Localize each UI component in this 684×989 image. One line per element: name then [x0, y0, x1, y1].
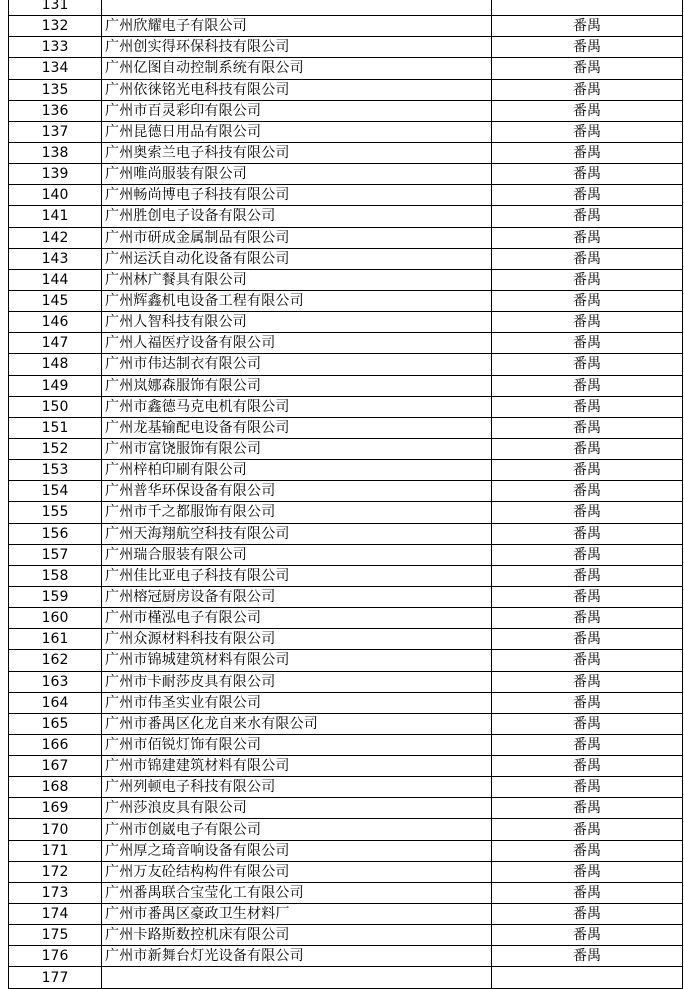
- company-name-cell[interactable]: 广州创实得环保科技有限公司: [102, 37, 492, 58]
- table-row: [9, 798, 683, 819]
- table-row: [9, 185, 683, 206]
- company-name-cell[interactable]: 广州佳比亚电子科技有限公司: [102, 565, 492, 586]
- row-number-cell[interactable]: 153: [9, 460, 102, 481]
- table-row: [9, 608, 683, 629]
- row-number-cell[interactable]: 139: [9, 164, 102, 185]
- row-number-cell[interactable]: 156: [9, 523, 102, 544]
- row-number-cell[interactable]: 135: [9, 79, 102, 100]
- row-number-cell[interactable]: 169: [9, 798, 102, 819]
- row-number-cell[interactable]: 137: [9, 121, 102, 142]
- row-number-cell[interactable]: 160: [9, 608, 102, 629]
- district-cell[interactable]: 番禺: [492, 713, 683, 734]
- company-name-cell[interactable]: 广州岚娜森服饰有限公司: [102, 375, 492, 396]
- row-number-cell[interactable]: 167: [9, 756, 102, 777]
- table-row: [9, 713, 683, 734]
- table-row: [9, 417, 683, 438]
- company-name-cell[interactable]: 广州市鑫德马克电机有限公司: [102, 396, 492, 417]
- district-cell[interactable]: 番禺: [492, 798, 683, 819]
- company-name-cell[interactable]: 广州市卡耐莎皮具有限公司: [102, 671, 492, 692]
- company-name-cell[interactable]: 广州人福医疗设备有限公司: [102, 333, 492, 354]
- row-number-cell[interactable]: 146: [9, 312, 102, 333]
- row-number-cell[interactable]: 162: [9, 650, 102, 671]
- district-cell[interactable]: 番禺: [492, 354, 683, 375]
- district-cell[interactable]: 番禺: [492, 819, 683, 840]
- row-number-cell[interactable]: 138: [9, 142, 102, 163]
- company-list-table: [8, 0, 683, 989]
- district-cell[interactable]: 番禺: [492, 586, 683, 607]
- district-cell[interactable]: 番禺: [492, 312, 683, 333]
- table-row: [9, 460, 683, 481]
- table-row: [9, 290, 683, 311]
- district-cell[interactable]: 番禺: [492, 565, 683, 586]
- company-name-cell[interactable]: 广州市千之都服饰有限公司: [102, 502, 492, 523]
- company-name-cell[interactable]: [102, 0, 492, 16]
- row-number-cell[interactable]: 149: [9, 375, 102, 396]
- district-cell[interactable]: 番禺: [492, 861, 683, 882]
- table-row: [9, 671, 683, 692]
- table-row: [9, 882, 683, 903]
- district-cell[interactable]: 番禺: [492, 164, 683, 185]
- table-row: [9, 100, 683, 121]
- district-cell[interactable]: 番禺: [492, 629, 683, 650]
- district-cell[interactable]: 番禺: [492, 608, 683, 629]
- company-name-cell[interactable]: 广州林广餐具有限公司: [102, 269, 492, 290]
- company-name-cell[interactable]: 广州天海翔航空科技有限公司: [102, 523, 492, 544]
- company-name-cell[interactable]: 广州唯尚服装有限公司: [102, 164, 492, 185]
- company-name-cell[interactable]: 广州市番禺区化龙自来水有限公司: [102, 713, 492, 734]
- table-row: [9, 523, 683, 544]
- district-cell[interactable]: 番禺: [492, 37, 683, 58]
- table-row: [9, 925, 683, 946]
- row-number-cell[interactable]: 131: [9, 0, 102, 16]
- table-row: [9, 967, 683, 988]
- row-number-cell[interactable]: 172: [9, 861, 102, 882]
- district-cell[interactable]: 番禺: [492, 206, 683, 227]
- district-cell[interactable]: 番禺: [492, 248, 683, 269]
- table-row: [9, 37, 683, 58]
- table-row: [9, 375, 683, 396]
- district-cell[interactable]: 番禺: [492, 756, 683, 777]
- district-cell[interactable]: 番禺: [492, 79, 683, 100]
- company-name-cell[interactable]: 广州市槿泓电子有限公司: [102, 608, 492, 629]
- table-row: [9, 312, 683, 333]
- table-body: [9, 0, 683, 988]
- row-number-cell[interactable]: 154: [9, 481, 102, 502]
- row-number-cell[interactable]: 155: [9, 502, 102, 523]
- company-name-cell[interactable]: 广州市新舞台灯光设备有限公司: [102, 946, 492, 967]
- table-row: [9, 565, 683, 586]
- district-cell[interactable]: 番禺: [492, 460, 683, 481]
- table-row: [9, 79, 683, 100]
- company-name-cell[interactable]: [102, 967, 492, 988]
- table-row: [9, 206, 683, 227]
- company-name-cell[interactable]: 广州众源材料科技有限公司: [102, 629, 492, 650]
- table-row: [9, 164, 683, 185]
- company-name-cell[interactable]: 广州市锦城建筑材料有限公司: [102, 650, 492, 671]
- district-cell[interactable]: 番禺: [492, 925, 683, 946]
- company-name-cell[interactable]: 广州梓柏印刷有限公司: [102, 460, 492, 481]
- district-cell[interactable]: 番禺: [492, 650, 683, 671]
- row-number-cell[interactable]: 148: [9, 354, 102, 375]
- district-cell[interactable]: 番禺: [492, 333, 683, 354]
- table-row: [9, 16, 683, 37]
- company-name-cell[interactable]: 广州市研成金属制品有限公司: [102, 227, 492, 248]
- table-row: [9, 946, 683, 967]
- row-number-cell[interactable]: 150: [9, 396, 102, 417]
- district-cell[interactable]: 番禺: [492, 142, 683, 163]
- row-number-cell[interactable]: 170: [9, 819, 102, 840]
- row-number-cell[interactable]: 157: [9, 544, 102, 565]
- district-cell[interactable]: 番禺: [492, 840, 683, 861]
- table-row: [9, 819, 683, 840]
- company-name-cell[interactable]: 广州市番禺区豪政卫生材料厂: [102, 904, 492, 925]
- table-row: [9, 0, 683, 16]
- company-name-cell[interactable]: 广州普华环保设备有限公司: [102, 481, 492, 502]
- district-cell[interactable]: 番禺: [492, 523, 683, 544]
- row-number-cell[interactable]: 136: [9, 100, 102, 121]
- company-name-cell[interactable]: 广州市佰锐灯饰有限公司: [102, 734, 492, 755]
- table-row: [9, 248, 683, 269]
- district-cell[interactable]: 番禺: [492, 375, 683, 396]
- district-cell[interactable]: 番禺: [492, 904, 683, 925]
- row-number-cell[interactable]: 142: [9, 227, 102, 248]
- company-name-cell[interactable]: 广州莎浪皮具有限公司: [102, 798, 492, 819]
- district-cell[interactable]: 番禺: [492, 946, 683, 967]
- table-row: [9, 840, 683, 861]
- row-number-cell[interactable]: 151: [9, 417, 102, 438]
- district-cell[interactable]: 番禺: [492, 671, 683, 692]
- company-name-cell[interactable]: 广州辉鑫机电设备工程有限公司: [102, 290, 492, 311]
- company-name-cell[interactable]: 广州市锦建建筑材料有限公司: [102, 756, 492, 777]
- district-cell[interactable]: 番禺: [492, 692, 683, 713]
- company-name-cell[interactable]: 广州市百灵彩印有限公司: [102, 100, 492, 121]
- table-row: [9, 396, 683, 417]
- table-row: [9, 586, 683, 607]
- table-row: [9, 121, 683, 142]
- row-number-cell[interactable]: 174: [9, 904, 102, 925]
- company-name-cell[interactable]: 广州卡路斯数控机床有限公司: [102, 925, 492, 946]
- company-name-cell[interactable]: 广州人智科技有限公司: [102, 312, 492, 333]
- table-row: [9, 481, 683, 502]
- company-name-cell[interactable]: 广州厚之琦音响设备有限公司: [102, 840, 492, 861]
- district-cell[interactable]: 番禺: [492, 417, 683, 438]
- table-row: [9, 756, 683, 777]
- table-row: [9, 861, 683, 882]
- row-number-cell[interactable]: 175: [9, 925, 102, 946]
- company-name-cell[interactable]: 广州市创崴电子有限公司: [102, 819, 492, 840]
- row-number-cell[interactable]: 171: [9, 840, 102, 861]
- table-row: [9, 544, 683, 565]
- table-row: [9, 692, 683, 713]
- district-cell[interactable]: 番禺: [492, 882, 683, 903]
- row-number-cell[interactable]: 133: [9, 37, 102, 58]
- company-name-cell[interactable]: 广州畅尚博电子科技有限公司: [102, 185, 492, 206]
- district-cell[interactable]: 番禺: [492, 227, 683, 248]
- company-name-cell[interactable]: 广州瑞合服装有限公司: [102, 544, 492, 565]
- district-cell[interactable]: 番禺: [492, 396, 683, 417]
- district-cell[interactable]: 番禺: [492, 502, 683, 523]
- district-cell[interactable]: 番禺: [492, 16, 683, 37]
- district-cell[interactable]: 番禺: [492, 481, 683, 502]
- table-row: [9, 734, 683, 755]
- district-cell[interactable]: 番禺: [492, 734, 683, 755]
- row-number-cell[interactable]: 132: [9, 16, 102, 37]
- company-name-cell[interactable]: 广州列顿电子科技有限公司: [102, 777, 492, 798]
- row-number-cell[interactable]: 147: [9, 333, 102, 354]
- district-cell[interactable]: 番禺: [492, 269, 683, 290]
- district-cell[interactable]: 番禺: [492, 185, 683, 206]
- table-row: [9, 629, 683, 650]
- company-name-cell[interactable]: 广州市富饶服饰有限公司: [102, 438, 492, 459]
- row-number-cell[interactable]: 152: [9, 438, 102, 459]
- row-number-cell[interactable]: 144: [9, 269, 102, 290]
- table-row: [9, 777, 683, 798]
- row-number-cell[interactable]: 161: [9, 629, 102, 650]
- district-cell[interactable]: 番禺: [492, 58, 683, 79]
- row-number-cell[interactable]: 177: [9, 967, 102, 988]
- table-row: [9, 58, 683, 79]
- district-cell[interactable]: [492, 0, 683, 16]
- district-cell[interactable]: 番禺: [492, 100, 683, 121]
- district-cell[interactable]: [492, 967, 683, 988]
- row-number-cell[interactable]: 145: [9, 290, 102, 311]
- row-number-cell[interactable]: 173: [9, 882, 102, 903]
- company-name-cell[interactable]: 广州市伟达制衣有限公司: [102, 354, 492, 375]
- company-name-cell[interactable]: 广州欣耀电子有限公司: [102, 16, 492, 37]
- row-number-cell[interactable]: 163: [9, 671, 102, 692]
- row-number-cell[interactable]: 166: [9, 734, 102, 755]
- table-row: [9, 502, 683, 523]
- company-name-cell[interactable]: 广州胜创电子设备有限公司: [102, 206, 492, 227]
- company-name-cell[interactable]: 广州榕冠厨房设备有限公司: [102, 586, 492, 607]
- company-name-cell[interactable]: 广州昆德日用品有限公司: [102, 121, 492, 142]
- row-number-cell[interactable]: 158: [9, 565, 102, 586]
- company-name-cell[interactable]: 广州亿图自动控制系统有限公司: [102, 58, 492, 79]
- table-row: [9, 142, 683, 163]
- row-number-cell[interactable]: 165: [9, 713, 102, 734]
- table-row: [9, 904, 683, 925]
- company-name-cell[interactable]: 广州万友砼结构构件有限公司: [102, 861, 492, 882]
- district-cell[interactable]: 番禺: [492, 290, 683, 311]
- row-number-cell[interactable]: 164: [9, 692, 102, 713]
- company-name-cell[interactable]: 广州运沃自动化设备有限公司: [102, 248, 492, 269]
- table-row: [9, 438, 683, 459]
- district-cell[interactable]: 番禺: [492, 544, 683, 565]
- table-row: [9, 227, 683, 248]
- row-number-cell[interactable]: 143: [9, 248, 102, 269]
- company-name-cell[interactable]: 广州依徕铭光电科技有限公司: [102, 79, 492, 100]
- row-number-cell[interactable]: 168: [9, 777, 102, 798]
- table-row: [9, 333, 683, 354]
- row-number-cell[interactable]: 176: [9, 946, 102, 967]
- company-name-cell[interactable]: 广州市伟圣实业有限公司: [102, 692, 492, 713]
- table-row: [9, 354, 683, 375]
- row-number-cell[interactable]: 141: [9, 206, 102, 227]
- table-row: [9, 650, 683, 671]
- company-name-cell[interactable]: 广州奥索兰电子科技有限公司: [102, 142, 492, 163]
- company-name-cell[interactable]: 广州番禺联合宝莹化工有限公司: [102, 882, 492, 903]
- table-row: [9, 269, 683, 290]
- row-number-cell[interactable]: 159: [9, 586, 102, 607]
- company-name-cell[interactable]: 广州龙基输配电设备有限公司: [102, 417, 492, 438]
- district-cell[interactable]: 番禺: [492, 438, 683, 459]
- district-cell[interactable]: 番禺: [492, 777, 683, 798]
- row-number-cell[interactable]: 140: [9, 185, 102, 206]
- row-number-cell[interactable]: 134: [9, 58, 102, 79]
- district-cell[interactable]: 番禺: [492, 121, 683, 142]
